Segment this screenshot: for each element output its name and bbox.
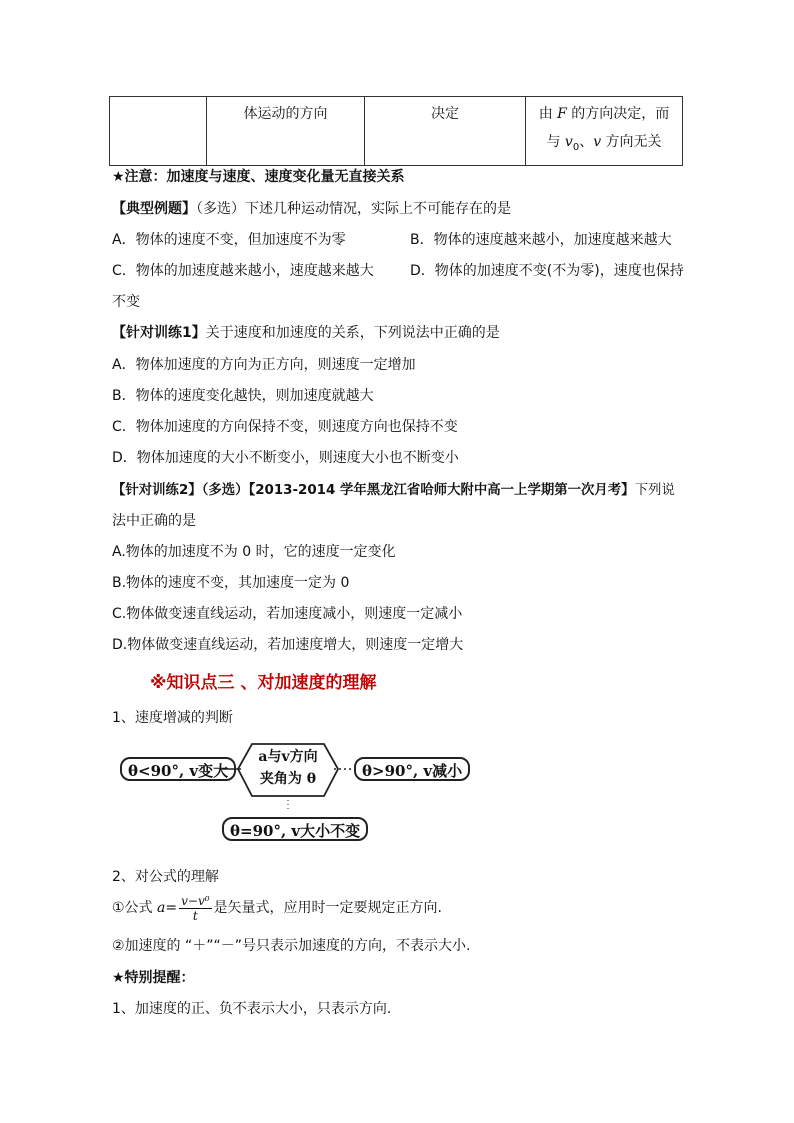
velocity-diagram bbox=[118, 740, 463, 850]
text: 与 bbox=[546, 134, 565, 150]
table-cell-force-direction bbox=[526, 97, 683, 166]
train2-option-a: A.物体的加速度不为 0 时，它的速度一定变化 bbox=[112, 544, 396, 560]
diagram-center bbox=[252, 746, 324, 790]
var-F: F bbox=[557, 106, 567, 122]
train2-source: 【2013-2014 学年黑龙江省哈师大附中高一上学期第一次月考】 bbox=[248, 483, 635, 498]
formula-denominator: t bbox=[192, 908, 198, 923]
note: ★注意：加速度与速度、速度变化量无直接关系 bbox=[112, 169, 405, 185]
example-option-c: C．物体的加速度越来越小，速度越来越大 bbox=[112, 263, 374, 279]
formula-a: a bbox=[157, 900, 166, 916]
diagram-center-line2: 夹角为 θ bbox=[259, 771, 317, 787]
reminder-1: 1、加速度的正、负不表示大小，只表示方向. bbox=[112, 1001, 392, 1017]
section-title: ※知识点三 、对加速度的理解 bbox=[150, 673, 377, 693]
example-option-d-cont: 不变 bbox=[112, 294, 140, 310]
train1-title: 【针对训练1】 bbox=[112, 325, 206, 341]
train1-option-c: C．物体加速度的方向保持不变，则速度方向也保持不变 bbox=[112, 419, 458, 435]
train2-option-c: C.物体做变速直线运动，若加速度减小，则速度一定减小 bbox=[112, 606, 463, 622]
text: 由 bbox=[538, 106, 558, 122]
train1-option-d: D．物体加速度的大小不断变小，则速度大小也不断变小 bbox=[112, 450, 459, 466]
var-v0: v bbox=[564, 134, 573, 150]
train2-stem bbox=[112, 479, 675, 498]
formula-line bbox=[112, 893, 442, 923]
table-row bbox=[110, 97, 683, 166]
table-cell-direction: 体运动的方向 bbox=[207, 97, 365, 166]
special-reminder: ★特别提醒： bbox=[112, 970, 195, 986]
train2-stem-cont: 法中正确的是 bbox=[112, 513, 196, 529]
diagram-left-box: θ<90°, v变大 bbox=[120, 757, 236, 781]
diagram-right-box: θ>90°, v减小 bbox=[354, 757, 470, 781]
formula-equals: = bbox=[165, 900, 178, 916]
point-2: ②加速度的 “＋”“－”号只表示加速度的方向，不表示大小. bbox=[112, 938, 471, 954]
example-title: 【典型例题】 bbox=[112, 201, 196, 217]
train2-question: 下列说 bbox=[634, 483, 675, 498]
example-question: （多选）下述几种运动情况，实际上不可能存在的是 bbox=[196, 201, 511, 217]
table-cell-determine: 决定 bbox=[365, 97, 526, 166]
example-option-d: D．物体的加速度不变(不为零)，速度也保持 bbox=[410, 263, 684, 279]
formula-suffix: 是矢量式，应用时一定要规定正方向. bbox=[213, 900, 442, 916]
text: 方向无关 bbox=[601, 134, 662, 150]
train1-stem bbox=[112, 322, 500, 342]
diagram-center-line1: a与v方向 bbox=[258, 749, 318, 765]
subsection-2: 2、对公式的理解 bbox=[112, 869, 219, 885]
train2-option-b: B.物体的速度不变，其加速度一定为 0 bbox=[112, 575, 350, 591]
var-v: v bbox=[593, 134, 602, 150]
example-stem bbox=[112, 198, 511, 218]
subsection-1: 1、速度增减的判断 bbox=[112, 710, 233, 726]
train2-option-d: D.物体做变速直线运动，若加速度增大，则速度一定增大 bbox=[112, 637, 464, 653]
train1-question: 关于速度和加速度的关系，下列说法中正确的是 bbox=[205, 325, 500, 341]
train1-option-b: B．物体的速度变化越快，则加速度就越大 bbox=[112, 388, 374, 404]
train1-option-a: A．物体加速度的方向为正方向，则速度一定增加 bbox=[112, 357, 416, 373]
formula-fraction bbox=[179, 894, 211, 923]
diagram-bottom-box: θ=90°, v大小不变 bbox=[222, 817, 368, 841]
train2-title: 【针对训练2】（多选） bbox=[112, 483, 249, 498]
text: 、 bbox=[579, 134, 594, 150]
example-option-a: A．物体的速度不变，但加速度不为零 bbox=[112, 232, 346, 248]
formula-numerator: v−v⁰ bbox=[181, 893, 210, 908]
example-option-b: B．物体的速度越来越小，加速度越来越大 bbox=[410, 232, 672, 248]
table-cell-empty bbox=[110, 97, 207, 166]
subscript: 0 bbox=[572, 141, 580, 153]
formula-prefix: ①公式 bbox=[112, 900, 158, 916]
property-table bbox=[109, 96, 683, 166]
text: 的方向决定，而 bbox=[566, 106, 670, 122]
